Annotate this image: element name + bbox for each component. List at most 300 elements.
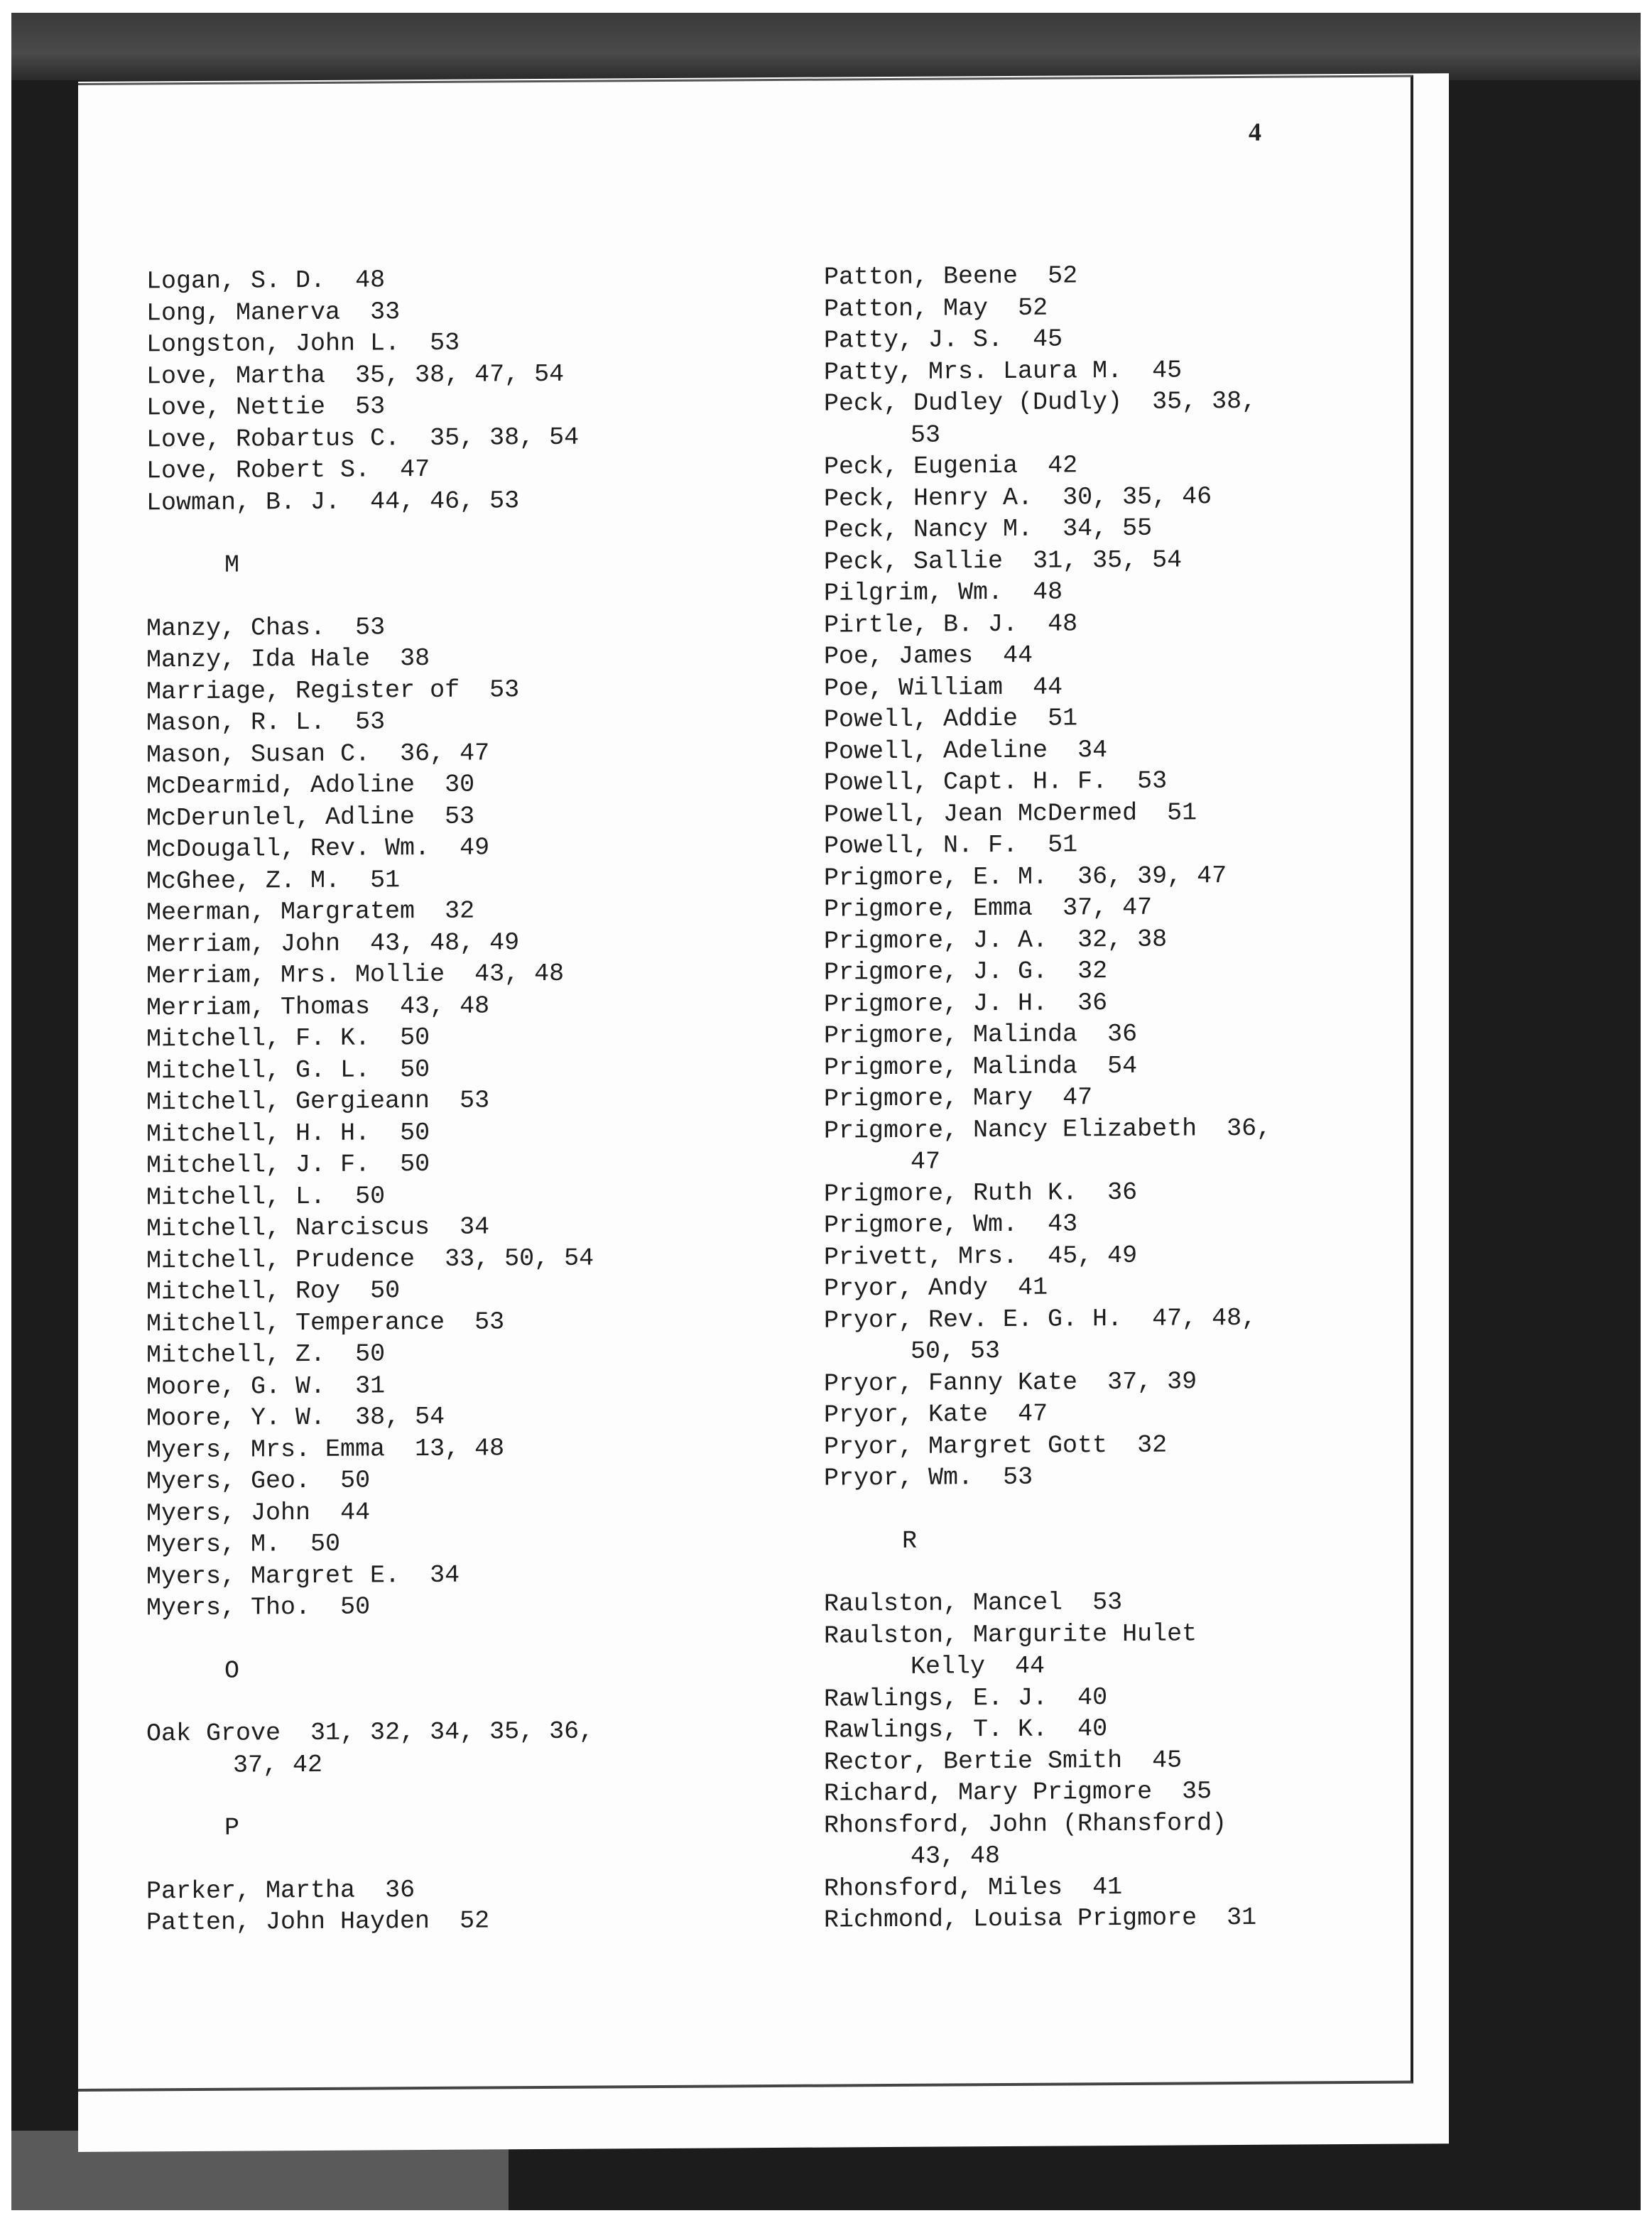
entry-pages: 40 xyxy=(1077,1714,1108,1744)
entry-name: Powell, Jean McDermed xyxy=(824,798,1138,830)
entry-spacer xyxy=(1048,1683,1077,1712)
entry-spacer xyxy=(1107,767,1137,795)
index-entry xyxy=(824,1586,1271,1620)
entry-spacer xyxy=(281,1719,310,1747)
entry-name: Mitchell, F. K. xyxy=(146,1023,371,1054)
entry-pages: 43, 48 xyxy=(474,959,565,989)
entry-name: Rawlings, T. K. xyxy=(824,1714,1048,1745)
entry-name: Peck, Nancy M. xyxy=(824,514,1033,545)
index-entry xyxy=(146,989,594,1023)
entry-pages: 51 xyxy=(370,865,401,894)
entry-name: Raulston, Mancel xyxy=(824,1588,1063,1619)
entry-pages: 31, 35, 54 xyxy=(1033,545,1183,575)
index-entry xyxy=(824,575,1271,609)
entry-pages: 53 xyxy=(430,328,460,357)
entry-pages: 36 xyxy=(1107,1178,1138,1207)
index-entry xyxy=(146,926,594,960)
entry-pages: 30 xyxy=(445,770,475,799)
index-entry xyxy=(824,955,1271,989)
index-entry xyxy=(146,673,594,707)
entry-spacer xyxy=(310,1467,340,1495)
entry-name: Rhonsford, Miles xyxy=(824,1873,1063,1903)
entry-spacer xyxy=(1003,546,1033,575)
index-entry xyxy=(824,1902,1271,1936)
entry-pages: 36 xyxy=(1077,988,1108,1017)
entry-continuation: 43, 48 xyxy=(911,1842,1001,1871)
index-entry xyxy=(146,958,594,992)
entry-pages: 43, 48, 49 xyxy=(370,928,520,957)
entry-pages: 37, 47 xyxy=(1063,893,1153,923)
index-entry xyxy=(146,1179,594,1213)
entry-spacer xyxy=(281,1530,310,1558)
index-column-left xyxy=(146,263,594,1939)
entry-name: Prigmore, J. A. xyxy=(824,925,1048,956)
entry-name: Mitchell, Roy xyxy=(146,1276,341,1307)
entry-pages: 48 xyxy=(1033,577,1063,607)
entry-name: Pryor, Wm. xyxy=(824,1463,974,1493)
index-entry xyxy=(146,1337,594,1371)
entry-pages: 51 xyxy=(1167,798,1197,827)
entry-spacer xyxy=(430,834,460,862)
entry-name: Myers, Margret E. xyxy=(146,1560,401,1591)
entry-name: Love, Martha xyxy=(146,361,326,391)
entry-name: McDearmid, Adoline xyxy=(146,771,415,801)
index-entry xyxy=(824,765,1271,799)
entry-spacer xyxy=(1122,356,1152,384)
entry-name: Prigmore, E. M. xyxy=(824,862,1048,893)
entry-pages: 45 xyxy=(1152,1746,1183,1775)
entry-pages: 44 xyxy=(1033,673,1063,702)
entry-spacer xyxy=(325,708,355,737)
entry-name: Lowman, B. J. xyxy=(146,487,341,517)
index-entry xyxy=(146,484,594,518)
entry-name: Poe, James xyxy=(824,641,974,671)
index-entry xyxy=(146,358,594,392)
entry-pages: 31 xyxy=(355,1371,386,1401)
index-entry xyxy=(824,1239,1271,1273)
entry-pages: 33, 50, 54 xyxy=(445,1244,594,1273)
entry-pages: 53 xyxy=(445,802,475,831)
entry-pages: 35 xyxy=(1182,1777,1212,1806)
entry-pages: 48 xyxy=(1048,609,1078,638)
index-entry xyxy=(146,1905,594,1939)
entry-pages: 44 xyxy=(340,1497,371,1527)
entry-name: Prigmore, Nancy Elizabeth xyxy=(824,1114,1197,1146)
index-entry xyxy=(146,1148,594,1182)
entry-spacer xyxy=(370,1023,400,1052)
entry-spacer xyxy=(415,897,445,925)
index-entry xyxy=(146,1274,594,1308)
entry-name: Patten, John Hayden xyxy=(146,1906,430,1937)
entry-pages: 47 xyxy=(1063,1083,1093,1112)
entry-name: Powell, Capt. H. F. xyxy=(824,767,1108,798)
index-entry xyxy=(824,1776,1271,1810)
entry-name: Mitchell, H. H. xyxy=(146,1118,371,1148)
index-entry xyxy=(146,610,594,644)
entry-name: Meerman, Margratem xyxy=(146,897,415,928)
entry-spacer xyxy=(1003,673,1033,701)
index-page xyxy=(78,73,1449,2152)
entry-spacer xyxy=(400,423,430,452)
entry-name: Merriam, John xyxy=(146,929,341,959)
entry-spacer xyxy=(370,992,400,1021)
entry-name: Mitchell, Gergieann xyxy=(146,1086,430,1117)
entry-name: McDerunlel, Adline xyxy=(146,802,415,832)
entry-spacer xyxy=(1003,325,1033,354)
index-entry xyxy=(146,1021,594,1055)
index-entry xyxy=(824,1428,1271,1462)
entry-spacer xyxy=(1018,1210,1048,1239)
entry-name: Long, Manerva xyxy=(146,298,341,327)
index-entry xyxy=(824,1112,1271,1178)
entry-pages: 38, 54 xyxy=(355,1402,445,1432)
entry-pages: 43 xyxy=(1048,1210,1078,1239)
index-entry xyxy=(824,1617,1271,1683)
index-entry xyxy=(146,768,594,803)
entry-spacer xyxy=(1077,1020,1107,1048)
entry-name: Manzy, Chas. xyxy=(146,613,326,643)
entry-spacer xyxy=(1018,1241,1048,1270)
entry-name: Pryor, Margret Gott xyxy=(824,1430,1108,1462)
entry-spacer xyxy=(1152,1778,1182,1806)
index-entry xyxy=(824,480,1271,514)
entry-pages: 50 xyxy=(400,1055,430,1084)
entry-pages: 53 xyxy=(489,675,520,704)
entry-name: Mitchell, Z. xyxy=(146,1339,326,1370)
entry-name: Poe, William xyxy=(824,673,1004,703)
entry-spacer xyxy=(1077,1052,1107,1080)
entry-spacer xyxy=(325,613,355,641)
entry-spacer xyxy=(1003,578,1033,607)
entry-spacer xyxy=(400,329,430,357)
entry-pages: 44 xyxy=(1003,641,1033,670)
index-entry xyxy=(824,1712,1271,1746)
entry-pages: 47, 48, xyxy=(1152,1303,1257,1333)
index-entry xyxy=(824,1081,1271,1115)
index-entry xyxy=(824,1807,1271,1873)
entry-pages: 50 xyxy=(400,1118,430,1147)
entry-name: Myers, John xyxy=(146,1498,311,1528)
index-entry xyxy=(146,1401,594,1435)
entry-name: Pilgrim, Wm. xyxy=(824,578,1004,608)
index-entry xyxy=(824,1365,1271,1399)
index-entry xyxy=(824,923,1271,957)
index-entry xyxy=(146,1527,594,1561)
entry-spacer xyxy=(340,866,370,894)
index-entry xyxy=(146,1085,594,1119)
entry-name: Manzy, Ida Hale xyxy=(146,644,371,675)
entry-name: Pirtle, B. J. xyxy=(824,609,1018,640)
entry-name: Pryor, Andy xyxy=(824,1273,989,1303)
index-entry xyxy=(146,1369,594,1403)
index-entry xyxy=(824,259,1271,293)
entry-spacer xyxy=(430,1213,460,1241)
index-entry xyxy=(146,1873,594,1907)
entry-spacer xyxy=(340,929,370,957)
section-letter: R xyxy=(902,1526,918,1555)
index-entry xyxy=(824,828,1271,862)
entry-continuation: Kelly 44 xyxy=(911,1651,1045,1681)
section-letter: O xyxy=(224,1656,240,1685)
entry-name: Marriage, Register of xyxy=(146,675,460,706)
index-entry xyxy=(824,1870,1271,1904)
entry-spacer xyxy=(1077,1178,1107,1207)
entry-name: Rawlings, E. J. xyxy=(824,1683,1048,1714)
entry-spacer xyxy=(973,641,1003,670)
index-entry xyxy=(824,1460,1271,1494)
entry-spacer xyxy=(988,1400,1018,1428)
entry-spacer xyxy=(1018,452,1048,480)
entry-spacer xyxy=(1018,609,1048,638)
entry-spacer xyxy=(325,1182,355,1210)
index-entry xyxy=(824,354,1271,388)
entry-pages: 35, 38, xyxy=(1152,386,1257,416)
entry-spacer xyxy=(415,771,445,799)
index-entry xyxy=(824,1302,1271,1368)
entry-name: Patton, May xyxy=(824,293,989,324)
entry-spacer xyxy=(1048,989,1077,1017)
entry-name: Prigmore, Ruth K. xyxy=(824,1178,1078,1209)
index-entry xyxy=(824,1018,1271,1052)
entry-spacer xyxy=(325,1371,355,1400)
entry-pages: 53 xyxy=(474,1307,505,1337)
entry-name: Merriam, Thomas xyxy=(146,991,371,1022)
entry-spacer xyxy=(430,1087,460,1115)
entry-spacer xyxy=(310,1498,340,1526)
entry-name: Patty, J. S. xyxy=(824,325,1004,355)
index-entry xyxy=(824,859,1271,893)
entry-pages: 30, 35, 46 xyxy=(1063,482,1212,512)
entry-spacer xyxy=(1197,1903,1227,1932)
entry-pages: 51 xyxy=(1048,830,1078,859)
entry-name: Patton, Beene xyxy=(824,261,1018,292)
entry-name: Patty, Mrs. Laura M. xyxy=(824,356,1123,387)
index-entry xyxy=(824,986,1271,1020)
entry-spacer xyxy=(340,487,370,516)
entry-name: Raulston, Margurite Hulet xyxy=(824,1619,1197,1651)
entry-name: Myers, Mrs. Emma xyxy=(146,1434,386,1464)
index-entry xyxy=(146,1211,594,1245)
entry-spacer xyxy=(1107,1430,1137,1459)
entry-name: Prigmore, J. H. xyxy=(824,989,1048,1019)
entry-pages: 45 xyxy=(1152,356,1183,385)
entry-name: Prigmore, Mary xyxy=(824,1083,1033,1114)
entry-name: Parker, Martha xyxy=(146,1876,356,1906)
entry-spacer xyxy=(370,1119,400,1147)
entry-name: Pryor, Kate xyxy=(824,1400,989,1430)
index-entry xyxy=(824,386,1271,452)
entry-pages: 50 xyxy=(355,1181,386,1211)
entry-spacer xyxy=(973,1463,1003,1491)
index-entry xyxy=(146,642,594,676)
entry-spacer xyxy=(1033,483,1063,511)
entry-spacer xyxy=(370,644,400,673)
entry-pages: 52 xyxy=(1048,261,1078,290)
entry-name: McGhee, Z. M. xyxy=(146,866,341,896)
entry-pages: 36 xyxy=(1107,1019,1138,1049)
index-entry xyxy=(824,638,1271,673)
entry-spacer xyxy=(355,1876,385,1904)
entry-name: Moore, Y. W. xyxy=(146,1403,326,1433)
index-entry xyxy=(824,1271,1271,1305)
entry-name: Mason, Susan C. xyxy=(146,739,371,769)
index-entry xyxy=(146,1116,594,1150)
entry-spacer xyxy=(415,802,445,830)
entry-pages: 37, 39 xyxy=(1107,1366,1197,1396)
entry-pages: 43, 48 xyxy=(400,991,490,1021)
entry-pages: 53 xyxy=(355,707,386,737)
entry-name: Privett, Mrs. xyxy=(824,1241,1018,1272)
entry-spacer xyxy=(1018,262,1048,290)
entry-spacer xyxy=(340,1276,370,1305)
index-entry xyxy=(146,863,594,897)
index-entry xyxy=(146,1558,594,1592)
section-letter: M xyxy=(224,550,240,580)
section-letter: P xyxy=(224,1813,240,1842)
index-entry xyxy=(146,421,594,455)
entry-pages: 42 xyxy=(1048,451,1078,480)
entry-name: Peck, Eugenia xyxy=(824,451,1018,482)
entry-pages: 36 xyxy=(385,1875,415,1904)
entry-spacer xyxy=(445,960,474,989)
entry-pages: 32 xyxy=(1077,957,1108,986)
entry-pages: 50 xyxy=(370,1276,401,1305)
index-entry xyxy=(146,1242,594,1276)
entry-pages: 53 xyxy=(355,392,386,421)
entry-spacer xyxy=(325,393,355,421)
entry-spacer xyxy=(400,1560,430,1589)
entry-pages: 31 xyxy=(1227,1903,1257,1933)
entry-pages: 34 xyxy=(460,1212,490,1241)
entry-name: Prigmore, J. G. xyxy=(824,957,1048,987)
index-entry xyxy=(824,702,1271,736)
entry-pages: 35, 38, 47, 54 xyxy=(355,359,565,390)
entry-name: Rector, Bertie Smith xyxy=(824,1746,1123,1777)
entry-spacer xyxy=(370,1150,400,1178)
entry-name: Myers, Geo. xyxy=(146,1467,311,1496)
entry-name: Powell, N. F. xyxy=(824,830,1018,861)
entry-pages: 48 xyxy=(355,266,386,295)
entry-spacer xyxy=(325,1403,355,1432)
entry-pages: 34 xyxy=(430,1560,460,1589)
entry-name: Peck, Dudley (Dudly) xyxy=(824,388,1123,418)
entry-pages: 50 xyxy=(310,1529,341,1559)
entry-spacer xyxy=(1033,515,1063,543)
index-entry xyxy=(146,295,594,329)
entry-spacer xyxy=(1197,1114,1227,1143)
entry-name: Love, Nettie xyxy=(146,392,326,423)
entry-name: Mitchell, L. xyxy=(146,1182,326,1212)
entry-name: Prigmore, Malinda xyxy=(824,1051,1078,1082)
entry-name: Love, Robert S. xyxy=(146,455,371,486)
index-entry xyxy=(146,1432,594,1466)
index-entry xyxy=(146,1716,594,1782)
index-column-right xyxy=(824,259,1271,1936)
entry-pages: 53 xyxy=(1137,766,1168,795)
entry-name: Merriam, Mrs. Mollie xyxy=(146,960,445,991)
index-entry xyxy=(146,390,594,424)
entry-pages: 45 xyxy=(1033,325,1063,354)
entry-spacer xyxy=(1048,925,1077,954)
entry-pages: 51 xyxy=(1048,704,1078,733)
entry-pages: 41 xyxy=(1018,1273,1048,1302)
index-entry xyxy=(146,1464,594,1498)
entry-pages: 32, 38 xyxy=(1077,925,1168,954)
entry-name: Myers, Tho. xyxy=(146,1593,311,1623)
entry-pages: 53 xyxy=(1003,1462,1033,1492)
entry-spacer xyxy=(1048,1714,1077,1743)
entry-name: Peck, Sallie xyxy=(824,546,1004,577)
entry-spacer xyxy=(415,1244,445,1273)
entry-name: Oak Grove xyxy=(146,1719,281,1749)
entry-name: Powell, Addie xyxy=(824,704,1018,734)
entry-pages: 52 xyxy=(460,1906,490,1935)
entry-spacer xyxy=(1122,1304,1152,1332)
entry-spacer xyxy=(1033,894,1063,923)
entry-name: Longston, John L. xyxy=(146,329,401,359)
entry-name: Mitchell, Prudence xyxy=(146,1244,415,1275)
scan-top-shadow xyxy=(11,13,1641,80)
index-entry xyxy=(824,670,1271,704)
index-entry xyxy=(146,1495,594,1529)
index-entry xyxy=(146,453,594,487)
entry-pages: 13, 48 xyxy=(415,1433,505,1463)
entry-pages: 50 xyxy=(355,1339,386,1369)
entry-spacer xyxy=(1063,1588,1092,1616)
entry-spacer xyxy=(1122,1746,1152,1774)
entry-spacer xyxy=(340,298,370,326)
page-number: 4 xyxy=(1249,117,1261,146)
entry-pages: 54 xyxy=(1107,1051,1138,1080)
entry-pages: 38 xyxy=(400,643,430,673)
entry-name: Pryor, Fanny Kate xyxy=(824,1367,1078,1398)
entry-spacer xyxy=(430,1907,460,1935)
entry-name: Myers, M. xyxy=(146,1530,281,1560)
index-entry xyxy=(824,322,1271,357)
entry-continuation: 50, 53 xyxy=(911,1337,1001,1366)
entry-pages: 49 xyxy=(460,833,490,862)
entry-pages: 36, 39, 47 xyxy=(1077,861,1227,891)
entry-name: Pryor, Rev. E. G. H. xyxy=(824,1304,1123,1335)
entry-pages: 50 xyxy=(400,1149,430,1179)
index-entry xyxy=(824,1207,1271,1241)
entry-spacer xyxy=(1048,957,1077,985)
entry-spacer xyxy=(1122,388,1152,416)
entry-name: Prigmore, Wm. xyxy=(824,1210,1018,1240)
entry-spacer xyxy=(1197,1619,1227,1648)
entry-pages: 53 xyxy=(1092,1588,1123,1617)
index-entry xyxy=(146,800,594,834)
entry-continuation: 37, 42 xyxy=(233,1750,323,1780)
index-entry xyxy=(824,1397,1271,1431)
entry-spacer xyxy=(385,1435,415,1463)
index-entry xyxy=(824,1175,1271,1210)
entry-pages: 50 xyxy=(340,1466,371,1495)
entry-spacer xyxy=(325,1340,355,1369)
entry-name: Moore, G. W. xyxy=(146,1371,326,1401)
index-entry xyxy=(146,737,594,771)
entry-name: Mitchell, Temperance xyxy=(146,1308,445,1338)
entry-name: Prigmore, Malinda xyxy=(824,1020,1078,1050)
entry-spacer xyxy=(1063,1873,1092,1901)
entry-pages: 41 xyxy=(1092,1872,1123,1901)
entry-spacer xyxy=(1077,1368,1107,1396)
entry-pages: 47 xyxy=(400,455,430,484)
entry-pages: 35, 38, 54 xyxy=(430,423,580,452)
entry-pages: 52 xyxy=(1018,293,1048,322)
entry-spacer xyxy=(460,675,489,704)
index-entry xyxy=(146,327,594,361)
